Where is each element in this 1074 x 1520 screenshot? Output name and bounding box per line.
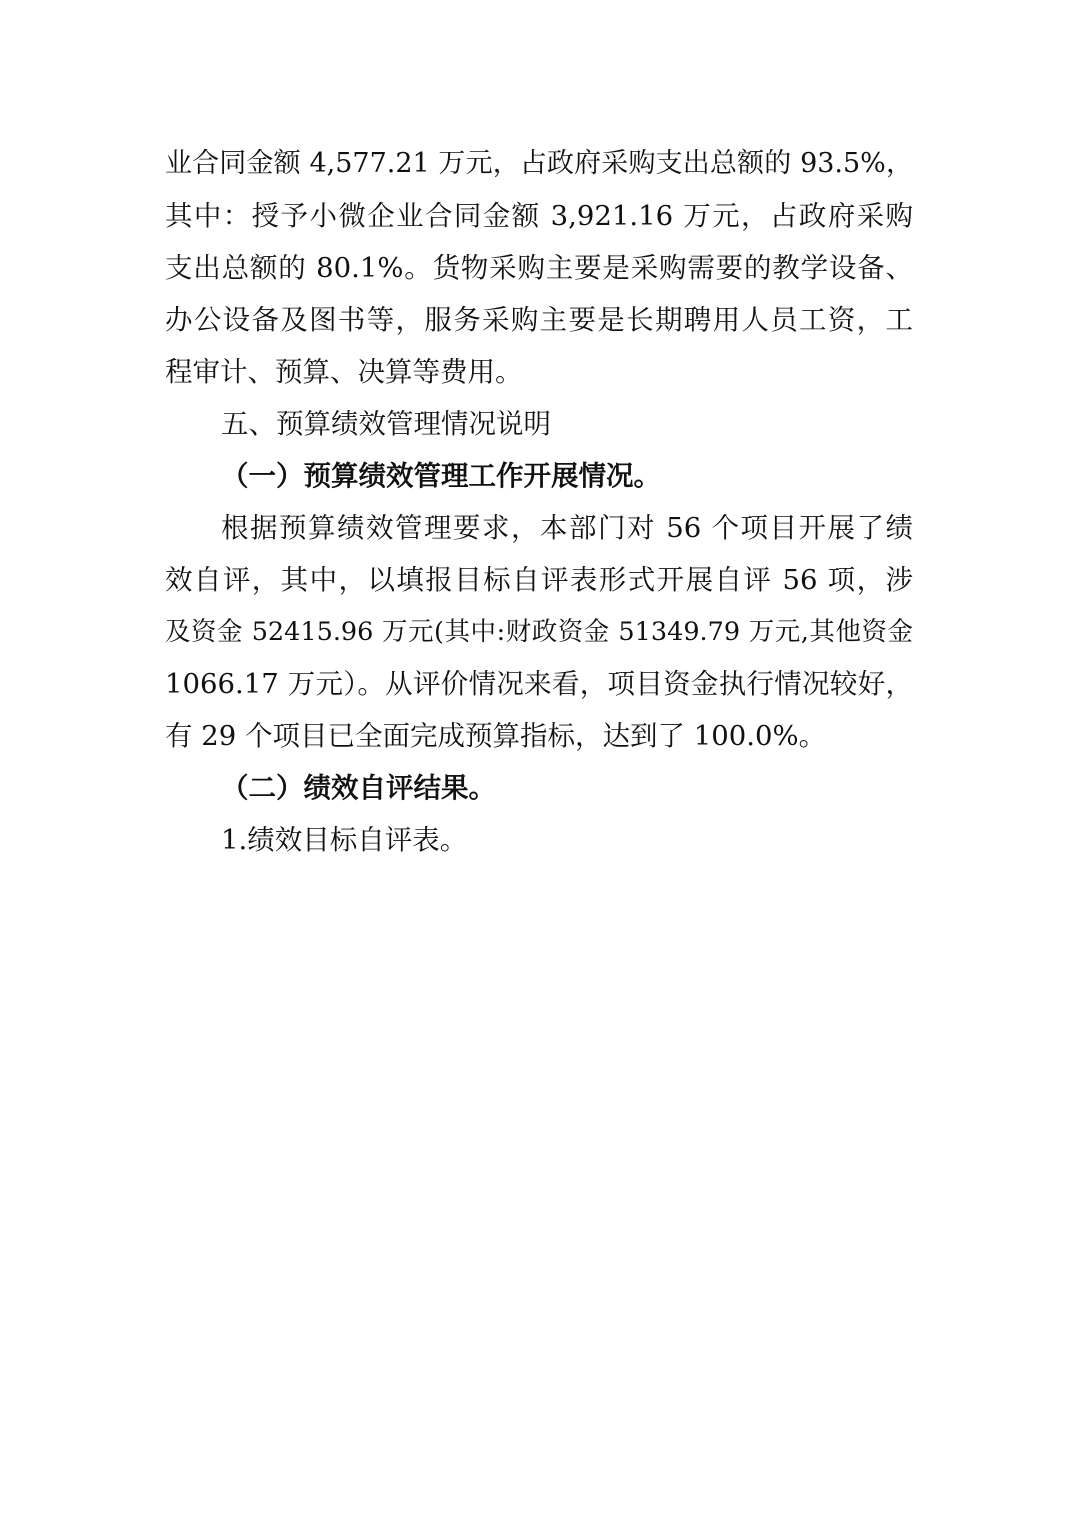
paragraph-line: 有 29 个项目已全面完成预算指标，达到了 100.0%。 [165,720,827,752]
paragraph-line: 根据预算绩效管理要求，本部门对 56 个项目开展了绩 [221,512,913,544]
section-heading: 五、预算绩效管理情况说明 [221,408,551,440]
paragraph-line: 办公设备及图书等，服务采购主要是长期聘用人员工资，工 [165,304,913,336]
performance-paragraph [165,502,913,762]
paragraph-line: 支出总额的 80.1%。货物采购主要是采购需要的教学设备、 [165,252,913,284]
subsection-heading-1: （一）预算绩效管理工作开展情况。 [221,460,661,492]
subsection-heading-2: （二）绩效自评结果。 [221,772,496,804]
paragraph-line: 及资金 52415.96 万元(其中:财政资金 51349.79 万元,其他资金 [165,617,913,647]
procurement-paragraph [165,138,913,398]
list-item: 1.绩效目标自评表。 [221,824,468,856]
paragraph-line: 程审计、预算、决算等费用。 [165,356,523,388]
paragraph-line: 其中：授予小微企业合同金额 3,921.16 万元，占政府采购 [165,200,913,232]
paragraph-line: 业合同金额 4,577.21 万元，占政府采购支出总额的 93.5%， [165,148,913,179]
paragraph-line: 效自评，其中，以填报目标自评表形式开展自评 56 项，涉 [165,564,913,596]
document-body [165,138,913,866]
paragraph-line: 1066.17 万元）。从评价情况来看，项目资金执行情况较好， [165,668,913,700]
